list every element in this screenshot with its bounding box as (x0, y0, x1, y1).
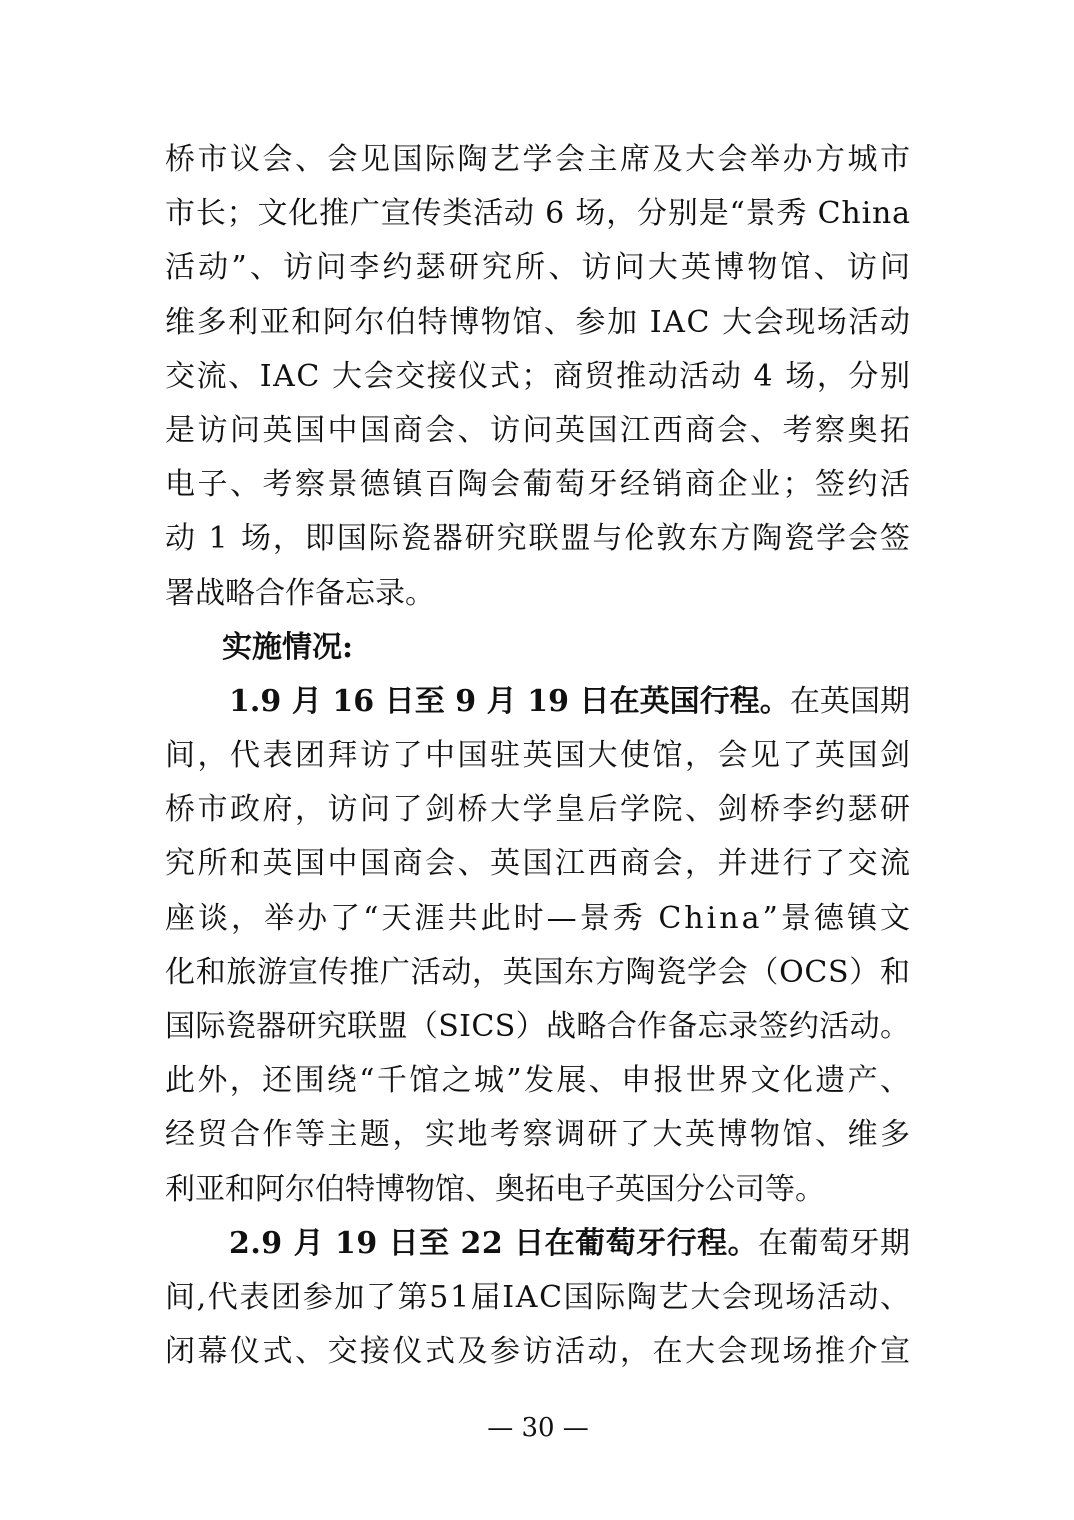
text-line: 经贸合作等主题，实地考察调研了大英博物馆、维多 (165, 1117, 913, 1153)
text-line: 座谈，举办了“天涯共此时—景秀 China”景德镇文 (165, 900, 914, 936)
text-line: 署战略合作备忘录。 (165, 575, 435, 611)
text-line: 是访问英国中国商会、访问英国江西商会、考察奥拓 (165, 412, 913, 448)
text-line: 国际瓷器研究联盟（SICS）战略合作备忘录签约活动。 (165, 1009, 911, 1044)
body-text (165, 133, 914, 1379)
text-line: 动 1 场，即国际瓷器研究联盟与伦敦东方陶瓷学会签 (165, 521, 912, 557)
text-line: 活动”、访问李约瑟研究所、访问大英博物馆、访问 (165, 250, 914, 286)
page-number: — 30 — (487, 1413, 589, 1443)
text-line: 电子、考察景德镇百陶会葡萄牙经销商企业；签约活 (165, 467, 913, 503)
item-first-line (165, 675, 910, 729)
item-heading-lead: 2.9 月 19 日至 22 日在葡萄牙行程。 (229, 1225, 759, 1261)
text-line: 此外，还围绕“千馆之城”发展、申报世界文化遗产、 (165, 1063, 913, 1099)
item-heading-lead: 1.9 月 16 日至 9 月 19 日在英国行程。 (229, 683, 790, 719)
text-line: 化和旅游宣传推广活动，英国东方陶瓷学会（OCS）和 (165, 954, 911, 990)
text-line: 闭幕仪式、交接仪式及参访活动，在大会现场推介宣 (165, 1334, 913, 1370)
text-line: 维多利亚和阿尔伯特博物馆、参加 IAC 大会现场活动 (165, 304, 912, 340)
text-line: 桥市政府，访问了剑桥大学皇后学院、剑桥李约瑟研 (165, 792, 913, 828)
text-line: 利亚和阿尔伯特博物馆、奥拓电子英国分公司等。 (165, 1171, 825, 1207)
text-line: 间,代表团参加了第51届IAC国际陶艺大会现场活动、 (165, 1279, 912, 1315)
item-text: 在英国期 (789, 683, 911, 719)
item-text: 在葡萄牙期 (758, 1225, 911, 1261)
item-first-line (165, 1217, 910, 1271)
text-line: 究所和英国中国商会、英国江西商会，并进行了交流 (165, 846, 913, 882)
text-line: 交流、IAC 大会交接仪式；商贸推动活动 4 场，分别 (165, 358, 912, 394)
text-line: 间，代表团拜访了中国驻英国大使馆，会见了英国剑 (165, 738, 913, 774)
text-line: 市长；文化推广宣传类活动 6 场，分别是“景秀 China (165, 196, 911, 232)
text-line: 桥市议会、会见国际陶艺学会主席及大会举办方城市 (165, 142, 913, 177)
section-heading: 实施情况: (222, 629, 354, 665)
